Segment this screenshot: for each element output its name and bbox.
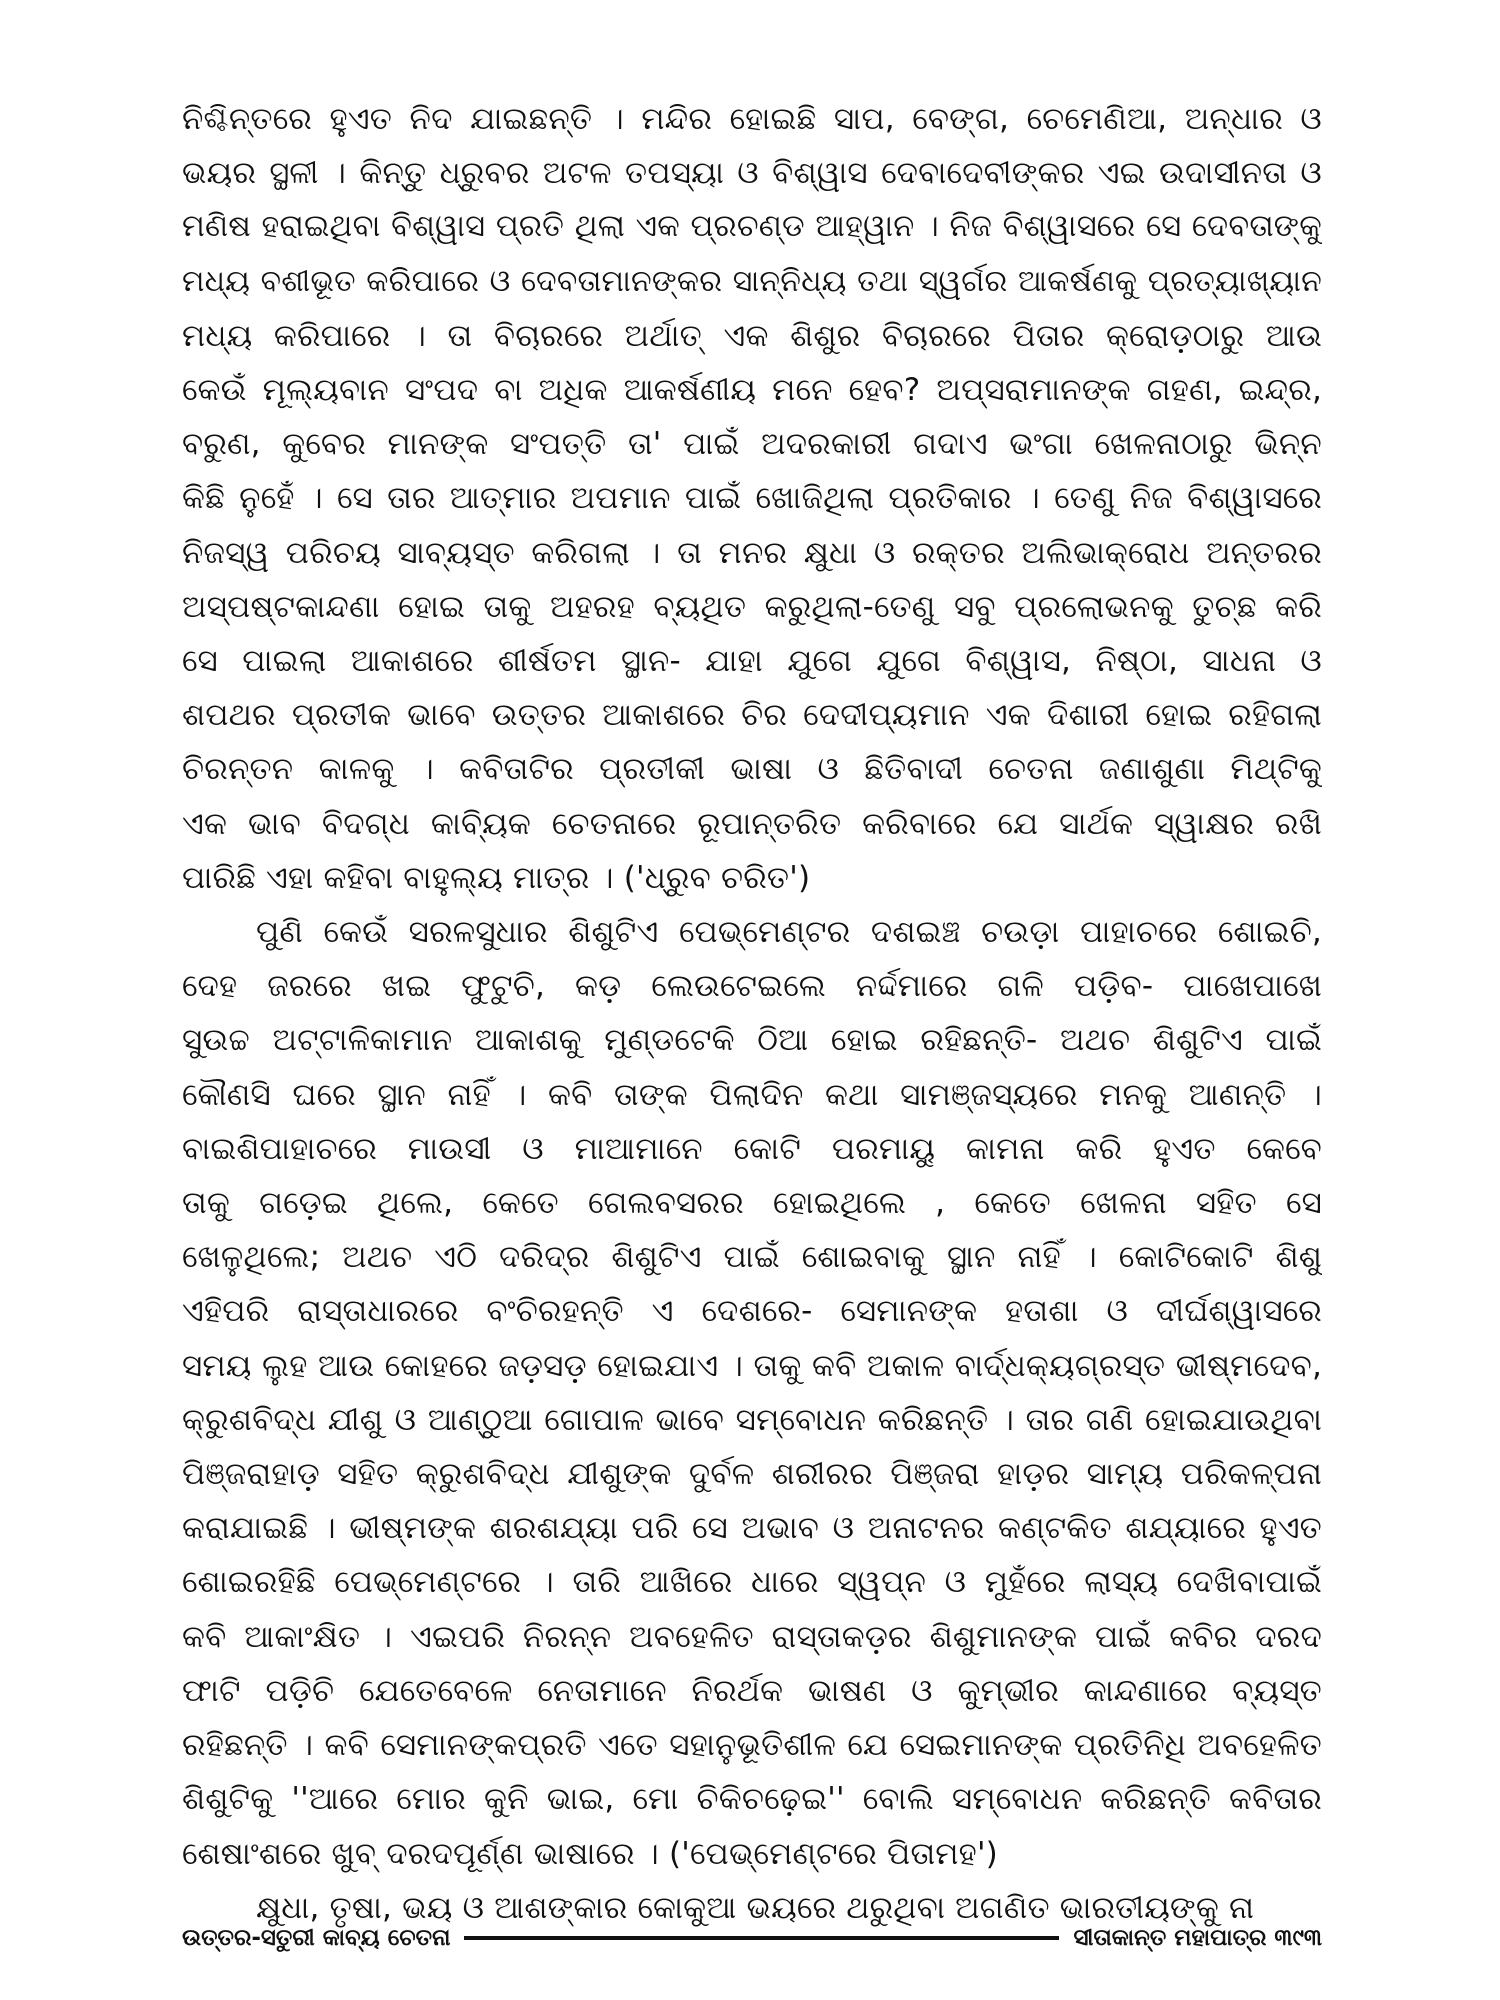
text-line: ଏକ ଭାବ ବିଦଗ୍ଧ କାବ୍ୟିକ ଚେତନାରେ ରୂପାନ୍ତରିତ କରିବାରେ ଯେ ସାର୍ଥକ ସ୍ୱାକ୍ଷର ରଖି bbox=[182, 805, 1322, 842]
text-line: କବି ଆକାଂକ୍ଷିତ । ଏଇପରି ନିରନ୍ନ ଅବହେଳିତ ରାସ୍ତାକଡ଼ର ଶିଶୁମାନଙ୍କ ପାଇଁ କବିର ଦରଦ bbox=[182, 1618, 1322, 1655]
text-line: ପିଞ୍ଜରାହାଡ଼ ସହିତ କ୍ରୁଶବିଦ୍ଧ ଯୀଶୁଙ୍କ ଦୁର୍ବଳ ଶରୀରର ପିଞ୍ଜରା ହାଡ଼ର ସାମ୍ୟ ପରିକଳ୍ପନା bbox=[182, 1456, 1322, 1493]
text-line: ଶିଶୁଟିକୁ ''ଆରେ ମୋର କୁନି ଭାଇ, ମୋ ଚିକିଚଢ଼େଇ'' ବୋଲି ସମ୍ବୋଧନ କରିଛନ୍ତି କବିତାର bbox=[182, 1781, 1322, 1818]
text-line: ଭୟର ସ୍ଥଳୀ । କିନ୍ତୁ ଧ୍ରୁବର ଅଟଳ ତପସ୍ୟା ଓ ବିଶ୍ୱାସ ଦେବାଦେବୀଙ୍କର ଏଇ ଉଦାସୀନତା ଓ bbox=[182, 155, 1322, 192]
paragraph-pavement bbox=[182, 905, 1322, 1881]
text-line: କେଉଁ ମୂଲ୍ୟବାନ ସଂପଦ ବା ଅଧିକ ଆକର୍ଷଣୀୟ ମନେ ହେବ? ଅପ୍ସରାମାନଙ୍କ ଗହଣ, ଇନ୍ଦ୍ର, bbox=[182, 372, 1322, 409]
footer-book-title: ଉତ୍ତର-ସତୁରୀ କାବ୍ୟ ଚେତନା bbox=[182, 1925, 451, 1951]
text-line: ବାଇଶିପାହାଚରେ ମାଉସୀ ଓ ମାଆମାନେ କୋଟି ପରମାୟୁ କାମନା କରି ହୁଏତ କେବେ bbox=[182, 1130, 1322, 1167]
text-line: ଶୋଇରହିଛି ପେଭ୍‌ମେଣ୍ଟରେ । ତାରି ଆଖିରେ ଧାରେ ସ୍ୱପ୍ନ ଓ ମୁହଁରେ ଲାସ୍ୟ ଦେଖିବାପାଇଁ bbox=[182, 1564, 1322, 1601]
text-line: ଏହିପରି ରାସ୍ତାଧାରରେ ବଂଚିରହନ୍ତି ଏ ଦେଶରେ- ସେମାନଙ୍କ ହତାଶା ଓ ଦୀର୍ଘଶ୍ୱାସରେ bbox=[182, 1293, 1322, 1330]
text-line: କୌଣସି ଘରେ ସ୍ଥାନ ନାହିଁ । କବି ତାଙ୍କ ପିଲାଦିନ କଥା ସାମଞ୍ଜସ୍ୟରେ ମନକୁ ଆଣନ୍ତି । bbox=[182, 1076, 1322, 1113]
text-line: ନିଜସ୍ୱ ପରିଚୟ ସାବ୍ୟସ୍ତ କରିଗଲା । ତା ମନର କ୍ଷୁଧା ଓ ରକ୍ତର ଅଲିଭାକ୍ରୋଧ ଅନ୍ତରର bbox=[182, 534, 1322, 571]
text-line: ବରୁଣ, କୁବେର ମାନଙ୍କ ସଂପତ୍ତି ତା' ପାଇଁ ଅଦରକାରୀ ଗଦାଏ ଭଂଗା ଖେଳନାଠାରୁ ଭିନ୍ନ bbox=[182, 426, 1322, 463]
text-line: ତାକୁ ଗଡ଼େଇ ଥିଲେ, କେତେ ଗେଲବସରର ହୋଇଥିଲେ , କେତେ ଖେଳନା ସହିତ ସେ bbox=[182, 1185, 1322, 1222]
text-line: ସେ ପାଇଲା ଆକାଶରେ ଶୀର୍ଷତମ ସ୍ଥାନ- ଯାହା ଯୁଗେ ଯୁଗେ ବିଶ୍ୱାସ, ନିଷ୍ଠା, ସାଧନା ଓ bbox=[182, 643, 1322, 680]
text-line: ମଧ୍ୟ ବଶୀଭୂତ କରିପାରେ ଓ ଦେବତାମାନଙ୍କର ସାନ୍ନିଧ୍ୟ ତଥା ସ୍ୱର୍ଗର ଆକର୍ଷଣକୁ ପ୍ରତ୍ୟାଖ୍ୟାନ bbox=[182, 263, 1322, 299]
text-line: ଦେହ ଜରରେ ଖଇ ଫୁଟୁଚି, କଡ଼ ଲେଉଟେଇଲେ ନର୍ଦ୍ଦମାରେ ଗଳି ପଡ଼ିବ- ପାଖେପାଖେ bbox=[182, 968, 1322, 1005]
page-footer bbox=[182, 1918, 1322, 1958]
text-line: ଶେଷାଂଶରେ ଖୁବ୍ ଦରଦପୂର୍ଣ୍ଣ ଭାଷାରେ । ('ପେଭ୍‌ମେଣ୍ଟରେ ପିତାମହ') bbox=[182, 1835, 998, 1872]
text-line: ରହିଛନ୍ତି । କବି ସେମାନଙ୍କପ୍ରତି ଏତେ ସହାନୁଭୂତିଶୀଳ ଯେ ସେଇମାନଙ୍କ ପ୍ରତିନିଧି ଅବହେଳିତ bbox=[182, 1727, 1322, 1764]
text-line: କିଛି ନୁହେଁ । ସେ ତାର ଆତ୍ମାର ଅପମାନ ପାଇଁ ଖୋଜିଥିଲା ପ୍ରତିକାର । ତେଣୁ ନିଜ ବିଶ୍ୱାସରେ bbox=[182, 480, 1322, 517]
text-line: ପୁଣି କେଉଁ ସରଳସୁଧାର ଶିଶୁଟିଏ ପେଭ୍‌ମେଣ୍ଟର ଦଶଇଞ୍ଚ ଚଉଡ଼ା ପାହାଚରେ ଶୋଇଚି, bbox=[256, 914, 1322, 951]
text-line: କରାଯାଇଛି । ଭୀଷ୍ମଙ୍କ ଶରଶଯ୍ୟା ପରି ସେ ଅଭାବ ଓ ଅନାଟନର କଣ୍ଟକିତ ଶଯ୍ୟାରେ ହୁଏତ bbox=[182, 1510, 1322, 1547]
text-line: କ୍ରୁଶବିଦ୍ଧ ଯୀଶୁ ଓ ଆଣ୍ଠୁଆ ଗୋପାଳ ଭାବେ ସମ୍ବୋଧନ କରିଛନ୍ତି । ତାର ଗଣି ହୋଇଯାଉଥିବା bbox=[182, 1401, 1322, 1438]
text-line: ପାରିଛି ଏହା କହିବା ବାହୁଲ୍ୟ ମାତ୍ର । ('ଧ୍ରୁବ ଚରିତ') bbox=[182, 859, 811, 896]
footer-author-page-number: ସୀତାକାନ୍ତ ମହାପାତ୍ର ୩୯୩ bbox=[1073, 1925, 1322, 1951]
text-line: କ୍ଷୁଧା, ତୃଷା, ଭୟ ଓ ଆଶଙ୍କାର କୋକୁଆ ଭୟରେ ଥରୁଥିବା ଅଗଣିତ ଭାରତୀୟଙ୍କୁ ନା bbox=[256, 1889, 1255, 1926]
text-line: ସୁଉଚ୍ଚ ଅଟ୍ଟାଳିକାମାନ ଆକାଶକୁ ମୁଣ୍ଡଟେକି ଠିଆ ହୋଇ ରହିଛନ୍ତି- ଅଥଚ ଶିଶୁଟିଏ ପାଇଁ bbox=[182, 1022, 1322, 1059]
text-line: ମଧ୍ୟ କରିପାରେ । ତା ବିଚାରରେ ଅର୍ଥାତ୍ ଏକ ଶିଶୁର ବିଚାରରେ ପିତାର କ୍ରୋଡ଼ଠାରୁ ଆଉ bbox=[182, 317, 1322, 354]
paragraph-dhruva bbox=[182, 92, 1322, 905]
footer-rule bbox=[464, 1936, 1059, 1940]
text-line: ଚିରନ୍ତନ କାଳକୁ । କବିତାଟିର ପ୍ରତୀକୀ ଭାଷା ଓ ଛିତିବାଦୀ ଚେତନା ଜଣାଶୁଣା ମିଥ୍‌ଟିକୁ bbox=[182, 751, 1322, 788]
text-line: ଶପଥର ପ୍ରତୀକ ଭାବେ ଉତ୍ତର ଆକାଶରେ ଚିର ଦେଦୀପ୍ୟମାନ ଏକ ଦିଶାରୀ ହୋଇ ରହିଗଲା bbox=[182, 697, 1322, 734]
text-line: ମଣିଷ ହରାଇଥିବା ବିଶ୍ୱାସ ପ୍ରତି ଥିଲା ଏକ ପ୍ରଚଣ୍ଡ ଆହ୍ୱାନ । ନିଜ ବିଶ୍ୱାସରେ ସେ ଦେବତାଙ୍କୁ bbox=[182, 209, 1322, 245]
text-line: ନିଶ୍ଚିନ୍ତରେ ହୁଏତ ନିଦ ଯାଇଛନ୍ତି । ମନ୍ଦିର ହୋଇଛି ସାପ, ବେଙ୍ଗ, ଚେମେଣିଆ, ଅନ୍ଧାର ଓ bbox=[182, 101, 1322, 137]
text-line: ଖେଳୁଥିଲେ; ଅଥଚ ଏଠି ଦରିଦ୍ର ଶିଶୁଟିଏ ପାଇଁ ଶୋଇବାକୁ ସ୍ଥାନ ନାହିଁ । କୋଟିକୋଟି ଶିଶୁ bbox=[182, 1239, 1322, 1276]
text-line: ଫାଟି ପଡ଼ିଚି ଯେତେବେଳେ ନେତାମାନେ ନିରର୍ଥକ ଭାଷଣ ଓ କୁମ୍ଭୀର କାନ୍ଦଣାରେ ବ୍ୟସ୍ତ bbox=[182, 1672, 1322, 1709]
text-line: ଅସ୍ପଷ୍ଟକାନ୍ଦଣା ହୋଇ ତାକୁ ଅହରହ ବ୍ୟଥିତ କରୁଥିଲା-ତେଣୁ ସବୁ ପ୍ରଲୋଭନକୁ ତୁଚ୍ଛ କରି bbox=[182, 588, 1322, 625]
text-line: ସମୟ ଲୁହ ଆଉ କୋହରେ ଜଡ଼ସଡ଼ ହୋଇଯାଏ । ତାକୁ କବି ଅକାଳ ବାର୍ଦ୍ଧକ୍ୟଗ୍ରସ୍ତ ଭୀଷ୍ମଦେବ, bbox=[182, 1347, 1322, 1384]
body-text bbox=[182, 92, 1322, 1935]
